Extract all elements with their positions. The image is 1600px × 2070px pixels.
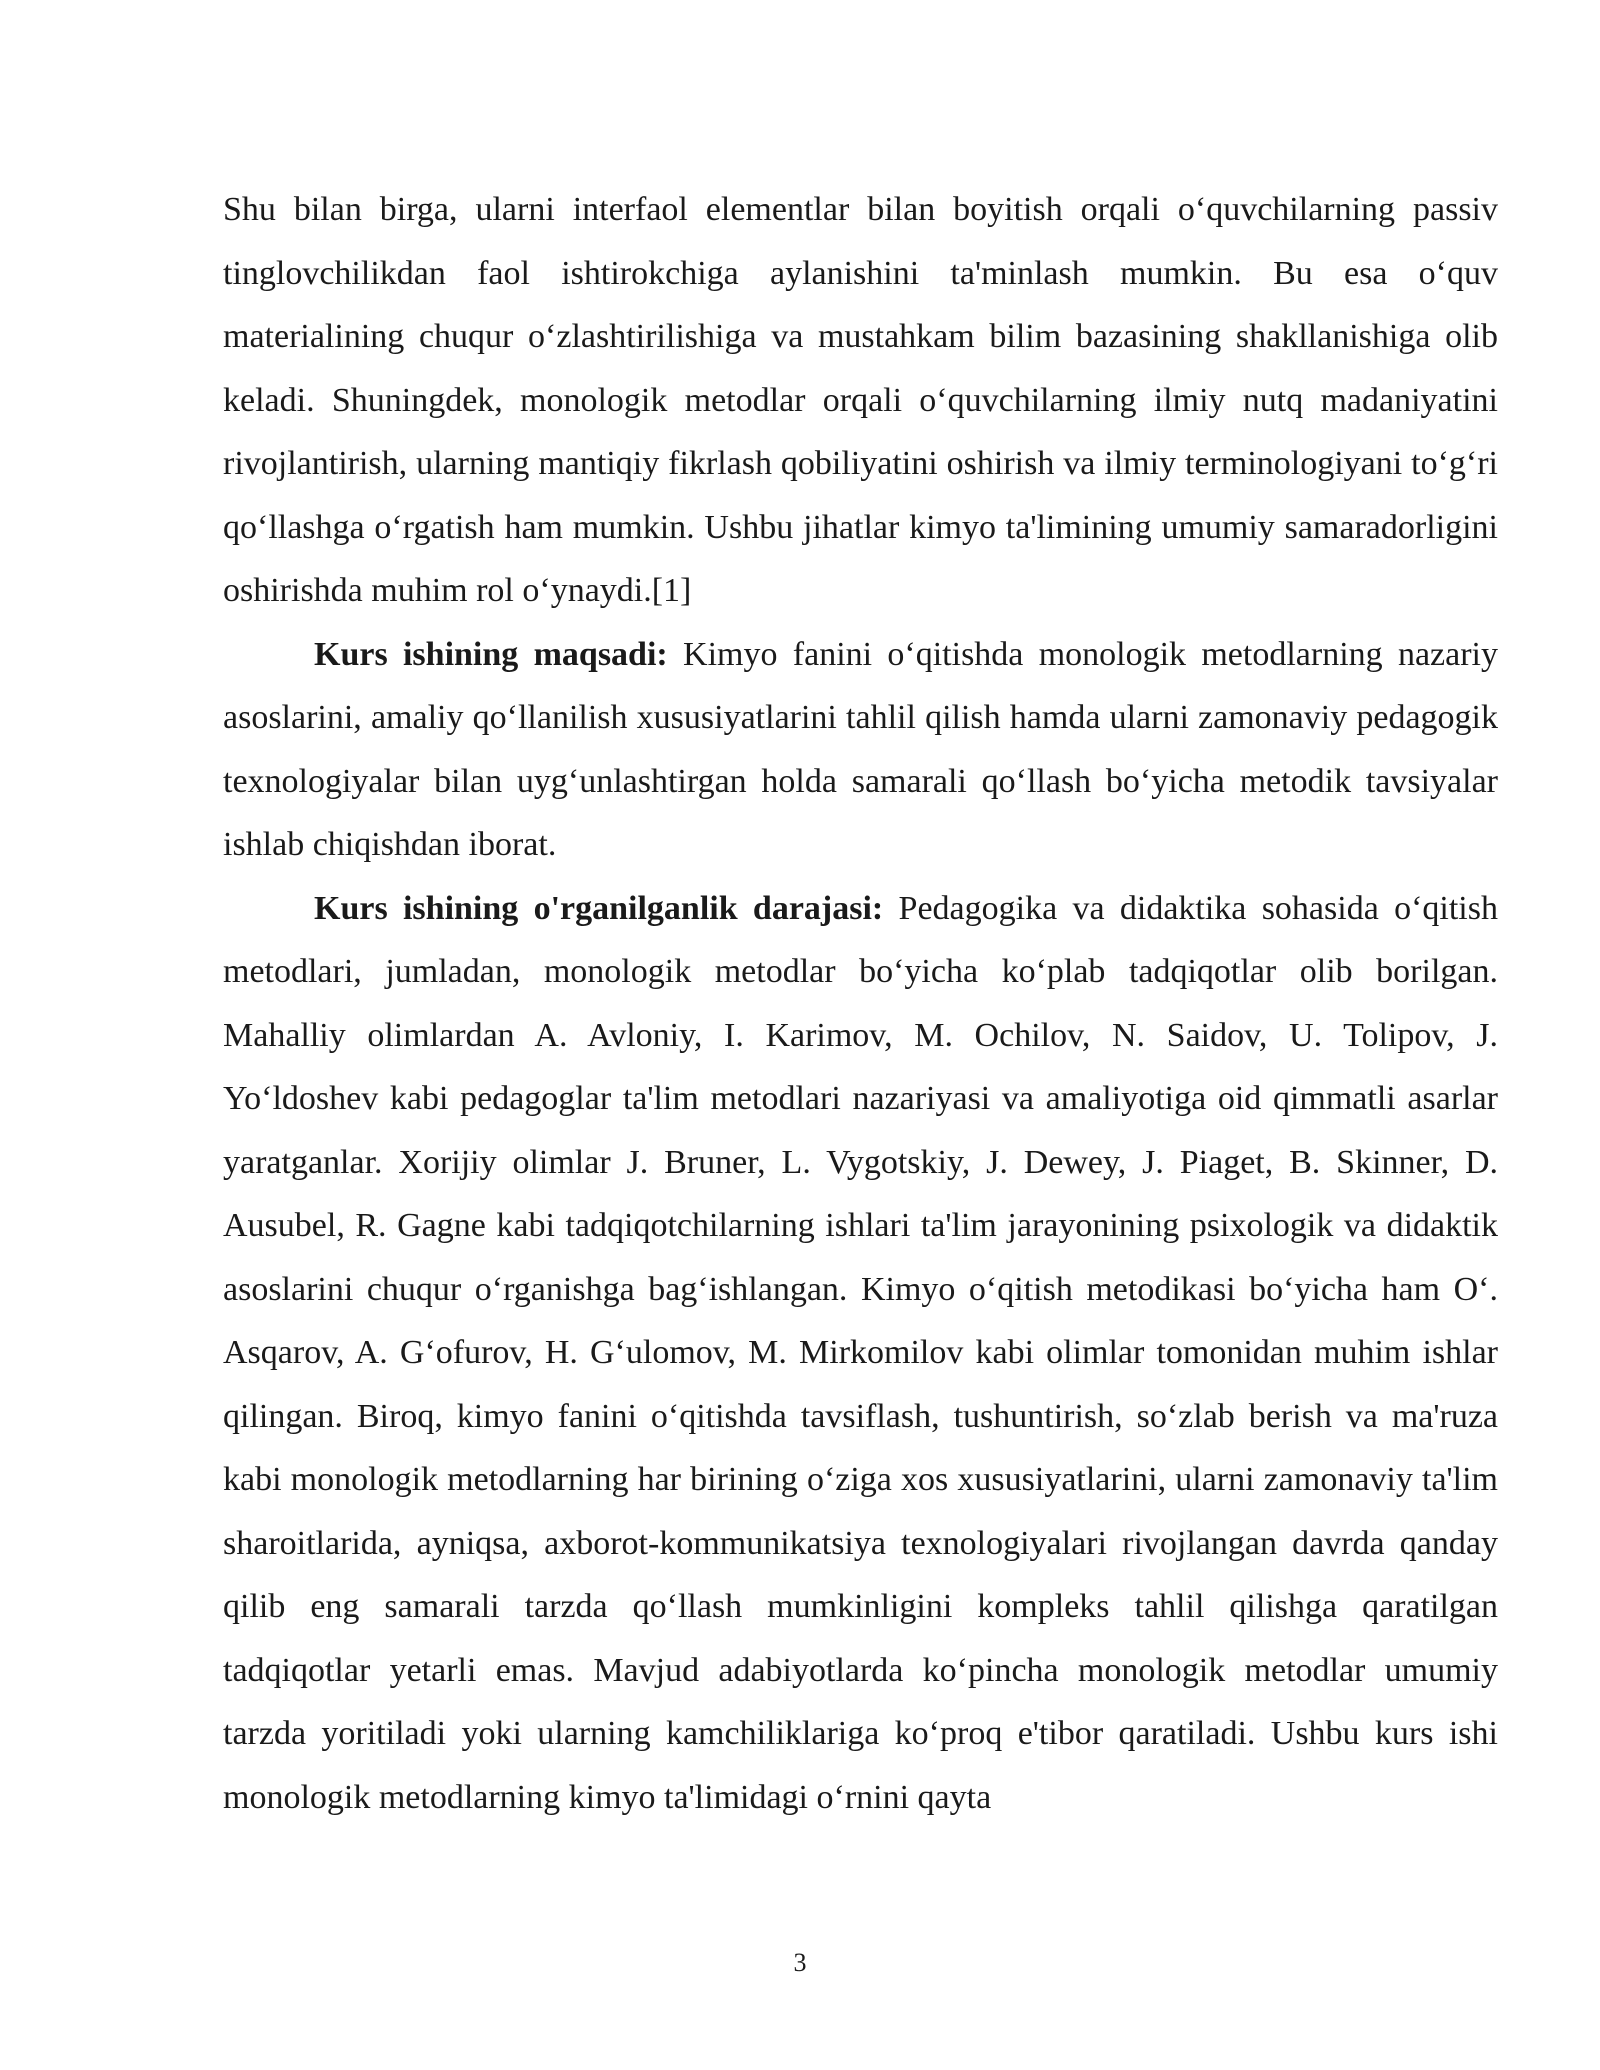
paragraph-continuation [223, 178, 1498, 623]
paragraph-text: Kimyo fanini o‘qitishda monologik metodlarning nazariy asoslarini, amaliy qo‘llanilish xususiyatlarini tahlil qilish hamda ularni zamonaviy pedagogik texnologiyalar bilan uyg‘unlashtirgan holda samarali qo‘llash bo‘yicha metodik tavsiyalar ishlab chiqishdan iborat. [223, 635, 1498, 863]
paragraph-text: Pedagogika va didaktika sohasida o‘qitish metodlari, jumladan, monologik metodlar bo‘yicha ko‘plab tadqiqotlar olib borilgan. Mahalliy olimlardan A. Avloniy, I. Karimov, M. Ochilov, N. Saidov, U. Tolipov, J. Yo‘ldoshev kabi pedagoglar ta'lim metodlari nazariyasi va amaliyotiga oid qimmatli asarlar yaratganlar. Xorijiy olimlar J. Bruner, L. Vygotskiy, J. Dewey, J. Piaget, B. Skinner, D. Ausubel, R. Gagne kabi tadqiqotchilarning ishlari ta'lim jarayonining psixologik va didaktik asoslarini chuqur o‘rganishga bag‘ishlangan. Kimyo o‘qitish metodikasi bo‘yicha ham O‘. Asqarov, A. G‘ofurov, H. G‘ulomov, M. Mirkomilov kabi olimlar tomonidan muhim ishlar qilingan. Biroq, kimyo fanini o‘qitishda tavsiflash, tushuntirish, so‘zlab berish va ma'ruza kabi monologik metodlarning har birining o‘ziga xos xususiyatlarini, ularni zamonaviy ta'lim sharoitlarida, ayniqsa, axborot-kommunikatsiya texnologiyalari rivojlangan davrda qanday qilib eng samarali tarzda qo‘llash mumkinligini kompleks tahlil qilishga qaratilgan tadqiqotlar yetarli emas. Mavjud adabiyotlarda ko‘pincha monologik metodlar umumiy tarzda yoritiladi yoki ularning kamchiliklariga ko‘proq e'tibor qaratiladi. Ushbu kurs ishi monologik metodlarning kimyo ta'limidagi o‘rnini qayta [223, 889, 1498, 1816]
body-text [223, 178, 1498, 1829]
paragraph-heading: Kurs ishining maqsadi: [314, 635, 668, 673]
paragraph-heading: Kurs ishining o'rganilganlik darajasi: [314, 889, 884, 927]
paragraph-study-level [223, 877, 1498, 1830]
paragraph-text: Shu bilan birga, ularni interfaol elementlar bilan boyitish orqali o‘quvchilarning passiv tinglovchilikdan faol ishtirokchiga aylanishini ta'minlash mumkin. Bu esa o‘quv materialining chuqur o‘zlashtirilishiga va mustahkam bilim bazasining shakllanishiga olib keladi. Shuningdek, monologik metodlar orqali o‘quvchilarning ilmiy nutq madaniyatini rivojlantirish, ularning mantiqiy fikrlash qobiliyatini oshirish va ilmiy terminologiyani to‘g‘ri qo‘llashga o‘rgatish ham mumkin. Ushbu jihatlar kimyo ta'limining umumiy samaradorligini oshirishda muhim rol o‘ynaydi.[1] [223, 191, 1498, 609]
page-number: 3 [793, 1948, 807, 1977]
paragraph-course-goal [223, 623, 1498, 877]
